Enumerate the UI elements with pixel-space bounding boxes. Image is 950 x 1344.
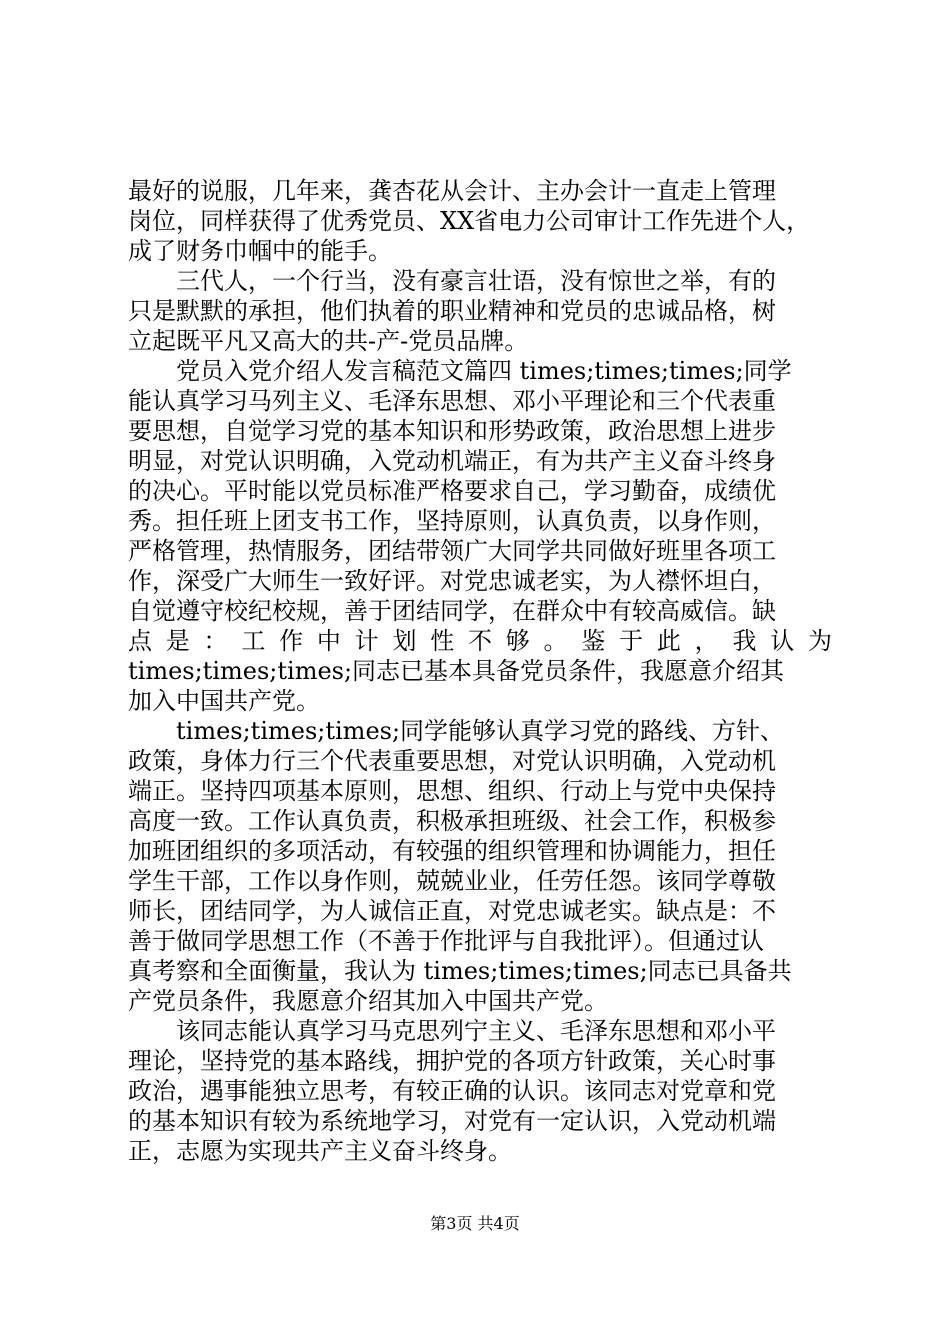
text-line: 高度一致。工作认真负责，积极承担班级、社会工作，积极参 [128,807,776,835]
text-line: 岗位，同样获得了优秀党员、XX省电力公司审计工作先进个人， [128,207,811,235]
text-line: 真考察和全面衡量，我认为 times;times;times;同志已具备共 [128,957,792,985]
text-line: 三代人，一个行当，没有豪言壮语，没有惊世之举，有的 [128,267,776,295]
text-line: 党员入党介绍人发言稿范文篇四 times;times;times;同学 [128,357,792,385]
text-line: 加班团组织的多项活动，有较强的组织管理和协调能力，担任 [128,837,776,865]
text-line: 明显，对党认识明确，入党动机端正，有为共产主义奋斗终身 [128,447,776,475]
page-footer: 第3页 共4页 [430,1214,520,1233]
text-line: 只是默默的承担，他们执着的职业精神和党员的忠诚品格，树 [128,297,776,325]
text-line: 的决心。平时能以党员标准严格要求自己，学习勤奋，成绩优 [128,477,776,505]
text-line: 严格管理，热情服务，团结带领广大同学共同做好班里各项工 [128,537,776,565]
text-line: 政治，遇事能独立思考，有较正确的认识。该同志对党章和党 [128,1077,776,1105]
text-line: 产党员条件，我愿意介绍其加入中国共产党。 [128,987,608,1015]
text-line: 正，志愿为实现共产主义奋斗终身。 [128,1137,512,1165]
text-line: 善于做同学思想工作（不善于作批评与自我批评）。但通过认 [128,927,764,955]
text-line: 学生干部，工作以身作则，兢兢业业，任劳任怨。该同学尊敬 [128,867,776,895]
text-line: times;times;times;同学能够认真学习党的路线、方针、 [128,717,785,745]
text-line: 秀。担任班上团支书工作，坚持原则，认真负责，以身作则， [128,507,776,535]
text-line: times;times;times;同志已基本具备党员条件，我愿意介绍其 [128,657,785,685]
text-line: 立起既平凡又高大的共-产-党员品牌。 [128,327,529,355]
text-line: 政策，身体力行三个代表重要思想，对党认识明确，入党动机 [128,747,776,775]
text-line: 师长，团结同学，为人诚信正直，对党忠诚老实。缺点是：不 [128,897,776,925]
text-line: 能认真学习马列主义、毛泽东思想、邓小平理论和三个代表重 [128,387,776,415]
text-line: 最好的说服，几年来，龚杏花从会计、主办会计一直走上管理 [128,177,776,205]
text-line: 端正。坚持四项基本原则，思想、组织、行动上与党中央保持 [128,777,776,805]
text-line: 理论，坚持党的基本路线，拥护党的各项方针政策，关心时事 [128,1047,776,1075]
text-line: 要思想，自觉学习党的基本知识和形势政策，政治思想上进步 [128,417,776,445]
document-body [128,176,832,1166]
text-line: 加入中国共产党。 [128,687,320,715]
text-line: 点是：工作中计划性不够。鉴于此，我认为 [128,627,832,655]
text-line: 成了财务巾帼中的能手。 [128,237,392,265]
text-line: 作，深受广大师生一致好评。对党忠诚老实，为人襟怀坦白， [128,567,776,595]
text-line: 该同志能认真学习马克思列宁主义、毛泽东思想和邓小平 [128,1017,776,1045]
text-line: 自觉遵守校纪校规，善于团结同学，在群众中有较高威信。缺 [128,597,776,625]
text-line: 的基本知识有较为系统地学习，对党有一定认识，入党动机端 [128,1107,776,1135]
